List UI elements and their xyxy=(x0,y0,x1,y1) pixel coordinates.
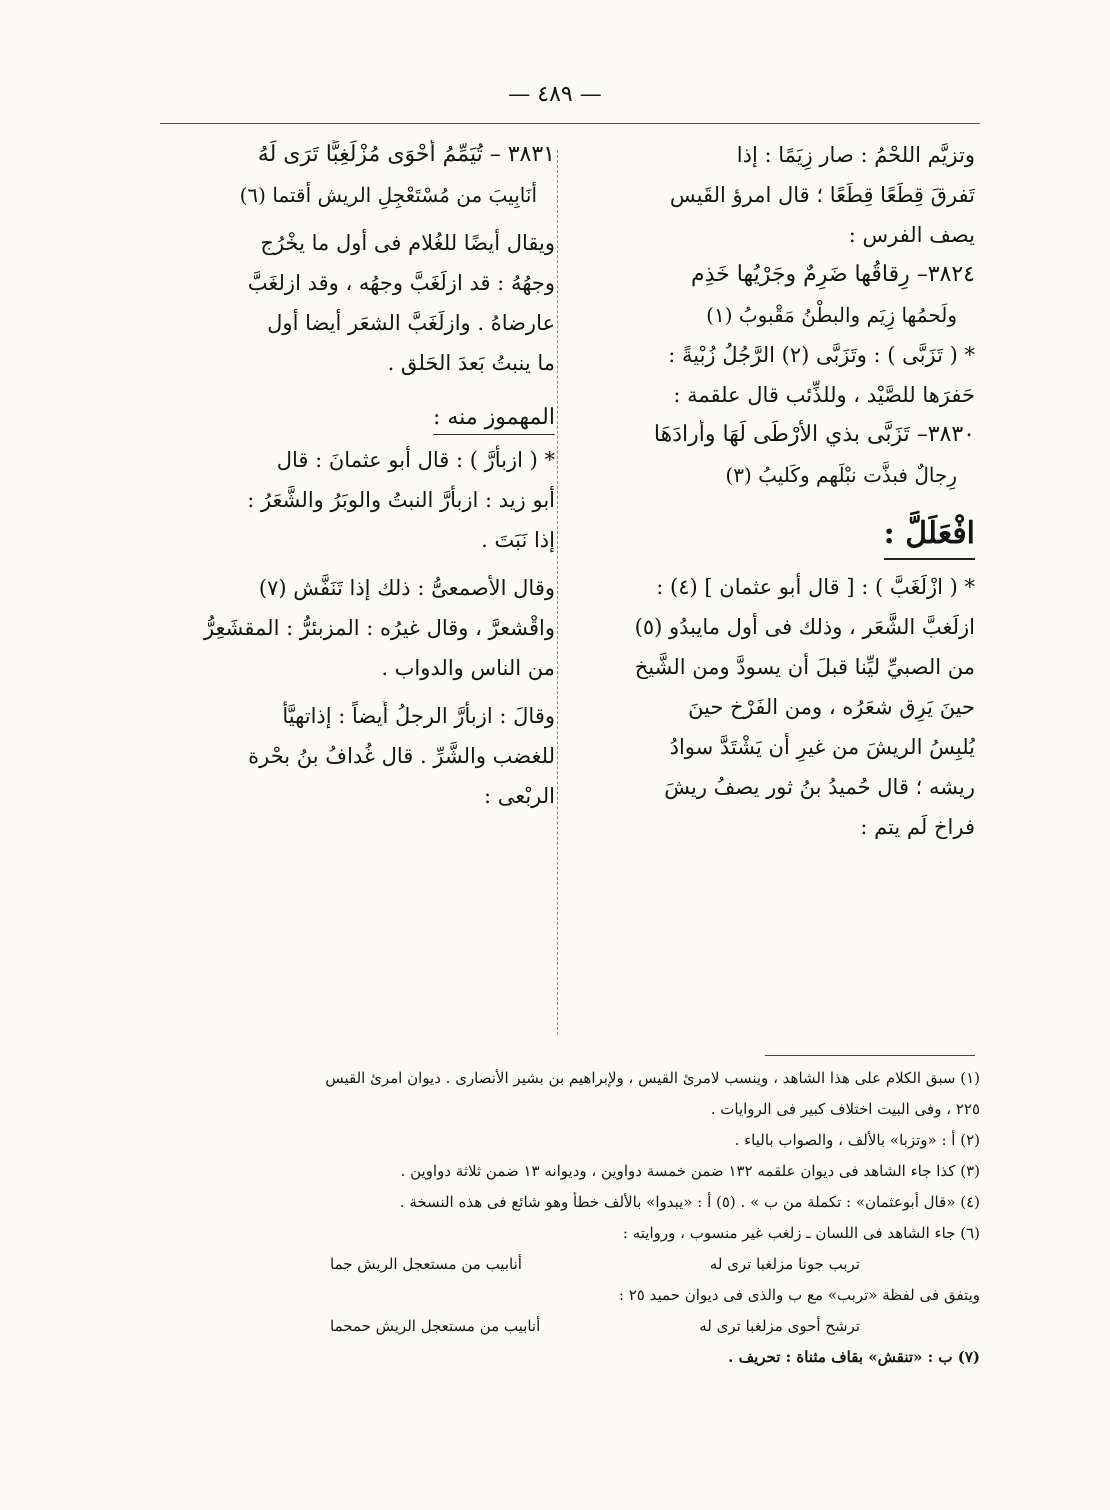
right-heading-wrap xyxy=(575,500,975,572)
text-line: حينَ يَرِق شعَرُه ، ومن الفَرْخ حينَ xyxy=(688,695,975,719)
text-line: وقال الأصمعىُّ : ذلك إذا تَنَفَّش (٧) xyxy=(258,576,555,600)
text-line: يُلبِسُ الريشَ من غيرِ أن يَشْتَدَّ سوادُ xyxy=(669,735,975,759)
text-line: ازلَغبَّ الشَّعَر ، وذلك فى أول مايبدُو (٥) xyxy=(634,615,975,639)
footnote-verse-second-half: أنابيب من مستعجل الريش جما xyxy=(330,1255,522,1273)
text-line: من الناس والدواب . xyxy=(381,656,555,680)
left-subhead-wrap xyxy=(155,388,555,445)
right-column xyxy=(575,140,975,852)
footnote-verse-first-half: تربب جونا مزلغبا ترى له xyxy=(709,1255,860,1273)
footnote: (٦) جاء الشاهد فى اللسان ـ زلغب غير منسوب ، وروايته : xyxy=(622,1224,980,1242)
poem-verse: رِجالٌ فبذَّت نبْلَهم وكَليبُ (٣) xyxy=(725,463,957,487)
poem-verse: ٣٨٣٠– تَزَبَّى بذي الأرْطَى لَهَا وأرادَهَا xyxy=(653,422,975,447)
footnote: (١) سبق الكلام على هذا الشاهد ، وينسب لامرئ القيس ، ولإبراهيم بن بشير الأنصارى . ديوان امرئ القيس xyxy=(325,1069,980,1087)
text-line: واقْشعرَّ ، وقال غيرُه : المزبئرُّ : المقشَعِرُّ xyxy=(203,616,555,640)
footnote-verse xyxy=(160,1316,980,1336)
footnote-verse-second-half: أنابيب من مستعجل الريش حمحما xyxy=(330,1317,541,1335)
text-line: * ( ازبأَرَّ ) : قال أبو عثمانَ : قال xyxy=(276,448,555,472)
text-line: أبو زيد : ازبأرَّ النبتُ والوبَرُ والشَّعَرُ : xyxy=(247,488,555,512)
text-line: إذا نَبَتَ . xyxy=(481,528,555,552)
footnote: (٣) كذا جاء الشاهد فى ديوان علقمه ١٣٢ ضمن خمسة دواوين ، وديوانه ١٣ ضمن ثلاثة دواوين . xyxy=(400,1162,980,1180)
text-line: من الصبيِّ ليِّنا قبلَ أن يسودَّ ومن الشَّيخ xyxy=(634,655,975,679)
left-column xyxy=(155,140,555,821)
footnote: ويتفق فى لفظة «تربب» مع ب والذى فى ديوان حميد ٢٥ : xyxy=(618,1286,980,1304)
poem-verse: أنَابِيبَ من مُسْتَعْجِلِ الريش أقتما (٦) xyxy=(239,183,537,207)
text-line: عارضاهُ . وازلَغَبَّ الشعَر أيضا أول xyxy=(267,311,555,335)
footnote-verse xyxy=(160,1254,980,1274)
text-line: * ( ازْلَغَبَّ ) : [ قال أبو عثمان ] (٤) : xyxy=(656,575,975,599)
footnote: (٤) «قال أبوعثمان» : تكملة من ب » . (٥) أ : «يبدوا» بالألف خطأ وهو شائع فى هذه النسخة . xyxy=(399,1193,980,1211)
text-line: * ( تَزَبَّى ) : وتَزَبَّى (٢) الرَّجُلُ زُبْيةً : xyxy=(668,343,975,367)
footnote-verse-first-half: ترشح أحوى مزلغبا ترى له xyxy=(699,1317,860,1335)
text-line: ويقال أيضًا للغُلام فى أول ما يخْرُج xyxy=(260,231,555,255)
text-line: ريشه ؛ قال حُميدُ بنُ ثور يصفُ ريشَ xyxy=(664,775,975,799)
column-divider xyxy=(557,150,558,1035)
footnote: (٢) أ : «وتزبا» بالألف ، والصواب بالياء . xyxy=(734,1131,980,1149)
text-line: تَفرقَ قِطَعًا قِطَعًا ؛ قال امرؤ القَيس xyxy=(669,183,975,207)
text-line: وقالَ : ازبأَرَّ الرجلُ أَيضاً : إذاتهيَّأ xyxy=(282,704,555,728)
footnotes xyxy=(160,1068,980,1378)
footnote: (٧) ب : «تنقش» بقاف مثناة : تحريف . xyxy=(728,1348,980,1366)
poem-verse: ولَحمُها زِيَم والبطْنُ مَقْبوبُ (١) xyxy=(706,303,957,327)
text-line: حَفرَها للصَّيْد ، وللذِّئب قال علقمة : xyxy=(673,383,975,407)
text-line: وتزيَّم اللحْمُ : صار زِيَمًا : إذا xyxy=(736,143,975,167)
text-line: يصف الفرس : xyxy=(848,223,975,247)
footnote: ٢٢٥ ، وفى البيت اختلاف كبير فى الروايات . xyxy=(710,1100,980,1118)
poem-verse: ٣٨٣١ – تُيَمِّمُ أحْوَى مُزْلَغِبًّا تَرَى لَهُ xyxy=(257,142,555,167)
page-number: — ٤٨٩ — xyxy=(508,82,602,107)
footnote-rule xyxy=(765,1055,975,1056)
text-line: للغضب والشَّرِّ . قال غُدافُ بنُ بحْرة xyxy=(248,744,555,768)
text-line: ما ينبتُ بَعدَ الحَلق . xyxy=(387,351,555,375)
section-subheading: المهموز منه : xyxy=(433,402,555,435)
text-line: وجهُهُ : قد ازلَغَبَّ وجهُه ، وقد ازلغَبَّ xyxy=(247,271,555,295)
text-line: الربْعى : xyxy=(483,784,555,808)
poem-verse: ٣٨٢٤– رِقاقُها ضَرِمٌ وجَرْيُها خَذِم xyxy=(691,262,975,287)
header-rule xyxy=(160,123,980,124)
text-line: فراخ لَم يتم : xyxy=(860,815,975,839)
section-heading: افْعَلَلَّ : xyxy=(884,512,975,560)
